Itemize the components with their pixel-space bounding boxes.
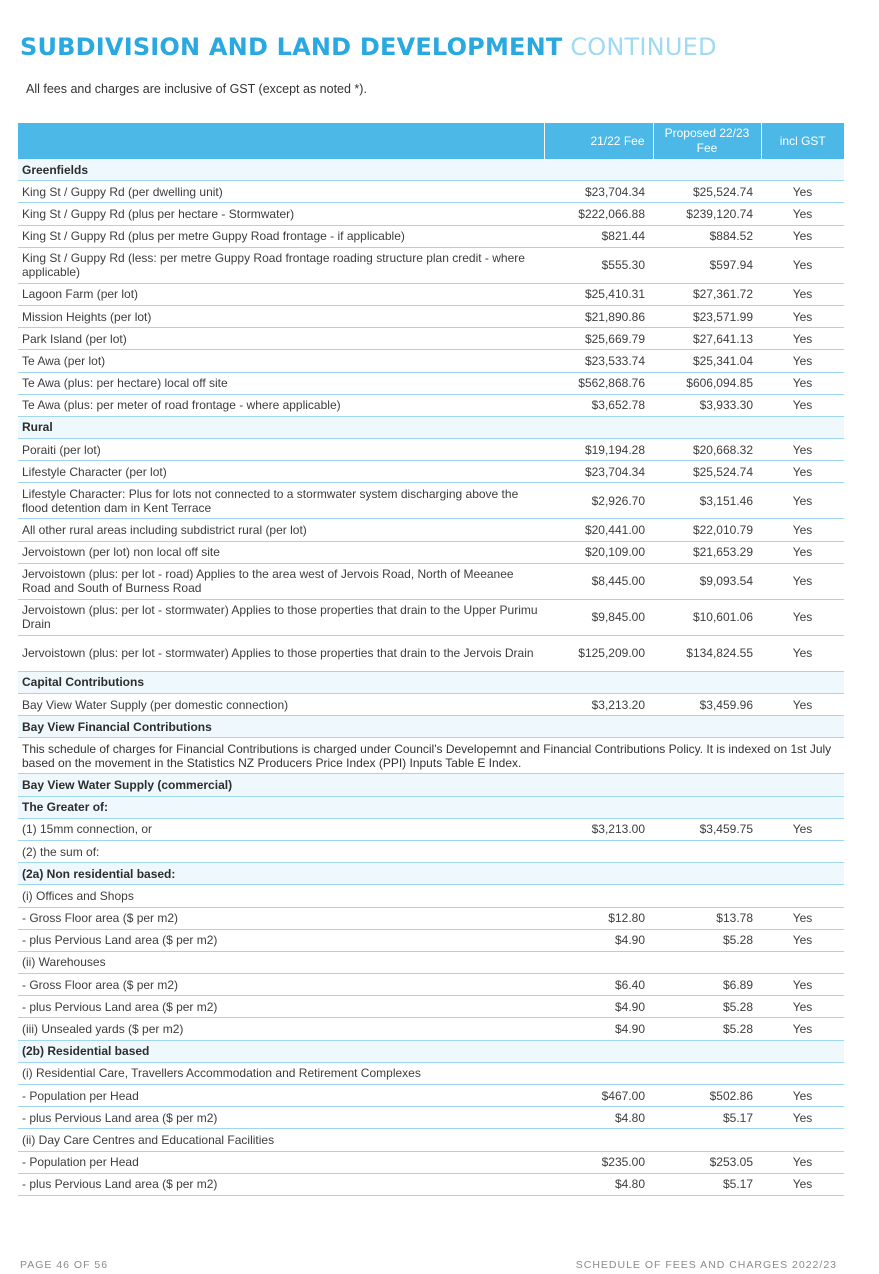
table-row — [18, 885, 844, 907]
incl-gst-cell: Yes — [761, 483, 844, 519]
fee-2122-cell: $2,926.70 — [544, 483, 653, 519]
incl-gst-cell: Yes — [761, 563, 844, 599]
table-row — [18, 818, 844, 840]
row-description: - Gross Floor area ($ per m2) — [18, 974, 544, 996]
table-row — [18, 247, 844, 283]
fee-2122-cell: $3,652.78 — [544, 394, 653, 416]
document-title: SCHEDULE OF FEES AND CHARGES 2022/23 — [575, 1259, 837, 1271]
table-body — [18, 159, 844, 1195]
section-header-row — [18, 863, 844, 885]
page-number: PAGE 46 OF 56 — [20, 1259, 109, 1271]
fee-2223-cell — [653, 885, 761, 907]
fee-2223-cell: $253.05 — [653, 1151, 761, 1173]
fee-2223-cell: $5.28 — [653, 996, 761, 1018]
incl-gst-cell: Yes — [761, 519, 844, 541]
incl-gst-cell: Yes — [761, 203, 844, 225]
table-row — [18, 840, 844, 862]
incl-gst-cell: Yes — [761, 1018, 844, 1040]
fee-2122-cell — [544, 951, 653, 973]
row-description: Lifestyle Character: Plus for lots not connected to a stormwater system discharging above the flood detention dam in Kent Terrace — [18, 483, 544, 519]
row-description: Jervoistown (plus: per lot - stormwater) Applies to those properties that drain to the Upper Purimu Drain — [18, 599, 544, 635]
fee-2223-cell — [653, 840, 761, 862]
table-row — [18, 483, 844, 519]
section-header-row — [18, 774, 844, 796]
fees-table — [18, 123, 844, 1196]
table-row — [18, 1107, 844, 1129]
incl-gst-cell — [761, 951, 844, 973]
table-row — [18, 350, 844, 372]
fee-2223-cell: $21,653.29 — [653, 541, 761, 563]
fee-2122-cell: $4.90 — [544, 1018, 653, 1040]
row-description: (ii) Warehouses — [18, 951, 544, 973]
fee-2223-cell: $9,093.54 — [653, 563, 761, 599]
fee-2223-cell: $5.17 — [653, 1107, 761, 1129]
row-description: All other rural areas including subdistrict rural (per lot) — [18, 519, 544, 541]
fee-2223-cell: $3,933.30 — [653, 394, 761, 416]
fee-2223-cell — [653, 1062, 761, 1084]
table-row — [18, 372, 844, 394]
fee-2223-cell: $5.17 — [653, 1173, 761, 1195]
fee-2122-cell: $21,890.86 — [544, 305, 653, 327]
incl-gst-cell: Yes — [761, 1173, 844, 1195]
fee-2223-cell: $5.28 — [653, 929, 761, 951]
fee-2122-cell: $23,704.34 — [544, 181, 653, 203]
table-row — [18, 907, 844, 929]
fee-2223-cell — [653, 951, 761, 973]
incl-gst-cell: Yes — [761, 372, 844, 394]
section-title: (2b) Residential based — [18, 1040, 844, 1062]
row-description: (i) Residential Care, Travellers Accommodation and Retirement Complexes — [18, 1062, 544, 1084]
fee-2223-cell: $606,094.85 — [653, 372, 761, 394]
incl-gst-cell: Yes — [761, 818, 844, 840]
incl-gst-cell: Yes — [761, 439, 844, 461]
row-description: King St / Guppy Rd (plus per metre Guppy Road frontage - if applicable) — [18, 225, 544, 247]
incl-gst-cell: Yes — [761, 181, 844, 203]
table-row — [18, 1151, 844, 1173]
fee-2122-cell — [544, 885, 653, 907]
section-header-row — [18, 1040, 844, 1062]
table-header-row — [18, 123, 844, 159]
row-description: - plus Pervious Land area ($ per m2) — [18, 996, 544, 1018]
table-row — [18, 635, 844, 671]
incl-gst-cell: Yes — [761, 1107, 844, 1129]
row-description: Lagoon Farm (per lot) — [18, 283, 544, 305]
fee-2122-cell: $235.00 — [544, 1151, 653, 1173]
fee-2223-cell: $25,341.04 — [653, 350, 761, 372]
table-row — [18, 951, 844, 973]
fee-2223-cell: $239,120.74 — [653, 203, 761, 225]
row-description: Jervoistown (plus: per lot - road) Applies to the area west of Jervois Road, North of Meeanee Road and South of Burness Road — [18, 563, 544, 599]
fee-2122-cell: $4.90 — [544, 929, 653, 951]
row-description: - plus Pervious Land area ($ per m2) — [18, 1107, 544, 1129]
row-description: King St / Guppy Rd (less: per metre Guppy Road frontage roading structure plan credit - where applicable) — [18, 247, 544, 283]
row-description: Te Awa (per lot) — [18, 350, 544, 372]
fee-2223-cell: $502.86 — [653, 1085, 761, 1107]
incl-gst-cell — [761, 885, 844, 907]
fee-2223-cell: $27,361.72 — [653, 283, 761, 305]
table-row — [18, 1018, 844, 1040]
incl-gst-cell: Yes — [761, 283, 844, 305]
table-row — [18, 283, 844, 305]
row-description: (ii) Day Care Centres and Educational Facilities — [18, 1129, 544, 1151]
section-title: Capital Contributions — [18, 671, 844, 693]
fee-2122-cell: $25,410.31 — [544, 283, 653, 305]
fee-2122-cell — [544, 1062, 653, 1084]
section-header-row — [18, 716, 844, 738]
row-description: - Population per Head — [18, 1085, 544, 1107]
incl-gst-cell: Yes — [761, 996, 844, 1018]
table-row — [18, 1085, 844, 1107]
row-description: - plus Pervious Land area ($ per m2) — [18, 1173, 544, 1195]
fee-2223-cell: $884.52 — [653, 225, 761, 247]
gst-note: All fees and charges are inclusive of GST (except as noted *). — [26, 82, 367, 96]
row-description: - Gross Floor area ($ per m2) — [18, 907, 544, 929]
fee-2223-cell: $27,641.13 — [653, 328, 761, 350]
note-row — [18, 738, 844, 774]
table-row — [18, 328, 844, 350]
row-description: (2) the sum of: — [18, 840, 544, 862]
row-description: Jervoistown (per lot) non local off site — [18, 541, 544, 563]
row-description: Mission Heights (per lot) — [18, 305, 544, 327]
table-row — [18, 996, 844, 1018]
table-row — [18, 563, 844, 599]
incl-gst-cell: Yes — [761, 225, 844, 247]
incl-gst-cell: Yes — [761, 694, 844, 716]
fee-2223-cell: $25,524.74 — [653, 461, 761, 483]
page-title-main: SUBDIVISION AND LAND DEVELOPMENT — [20, 33, 563, 61]
section-title: Bay View Water Supply (commercial) — [18, 774, 844, 796]
row-description: (iii) Unsealed yards ($ per m2) — [18, 1018, 544, 1040]
fee-2122-cell: $821.44 — [544, 225, 653, 247]
fee-2223-cell: $597.94 — [653, 247, 761, 283]
incl-gst-cell: Yes — [761, 305, 844, 327]
fee-2122-cell: $12.80 — [544, 907, 653, 929]
incl-gst-cell — [761, 1129, 844, 1151]
table-row — [18, 1062, 844, 1084]
page-title-continued: CONTINUED — [570, 33, 717, 61]
fee-2122-cell — [544, 840, 653, 862]
table-row — [18, 394, 844, 416]
row-description: Park Island (per lot) — [18, 328, 544, 350]
section-title: (2a) Non residential based: — [18, 863, 844, 885]
incl-gst-cell: Yes — [761, 350, 844, 372]
row-description: Te Awa (plus: per meter of road frontage - where applicable) — [18, 394, 544, 416]
fee-2122-cell: $4.80 — [544, 1107, 653, 1129]
table-row — [18, 461, 844, 483]
fee-2122-cell: $3,213.00 — [544, 818, 653, 840]
row-description: King St / Guppy Rd (per dwelling unit) — [18, 181, 544, 203]
row-description: - plus Pervious Land area ($ per m2) — [18, 929, 544, 951]
fee-2122-cell: $4.80 — [544, 1173, 653, 1195]
column-header-incl-gst: incl GST — [761, 123, 844, 159]
table-row — [18, 974, 844, 996]
section-title: Greenfields — [18, 159, 844, 181]
table-row — [18, 694, 844, 716]
row-description: Jervoistown (plus: per lot - stormwater) Applies to those properties that drain to the Jervois Drain — [18, 635, 544, 671]
fee-2223-cell: $6.89 — [653, 974, 761, 996]
fee-2223-cell: $3,151.46 — [653, 483, 761, 519]
incl-gst-cell: Yes — [761, 974, 844, 996]
row-description: - Population per Head — [18, 1151, 544, 1173]
row-description: Bay View Water Supply (per domestic connection) — [18, 694, 544, 716]
incl-gst-cell — [761, 1062, 844, 1084]
fee-2122-cell: $19,194.28 — [544, 439, 653, 461]
incl-gst-cell: Yes — [761, 1085, 844, 1107]
section-title: Rural — [18, 416, 844, 438]
incl-gst-cell: Yes — [761, 929, 844, 951]
row-description: King St / Guppy Rd (plus per hectare - Stormwater) — [18, 203, 544, 225]
fee-2223-cell — [653, 1129, 761, 1151]
fee-2122-cell: $3,213.20 — [544, 694, 653, 716]
incl-gst-cell: Yes — [761, 247, 844, 283]
section-header-row — [18, 796, 844, 818]
fee-2122-cell: $6.40 — [544, 974, 653, 996]
fee-2223-cell: $23,571.99 — [653, 305, 761, 327]
column-header-2223-fee: Proposed 22/23 Fee — [653, 123, 761, 159]
incl-gst-cell: Yes — [761, 907, 844, 929]
fee-2122-cell: $555.30 — [544, 247, 653, 283]
fee-2223-cell: $20,668.32 — [653, 439, 761, 461]
column-header-description — [18, 123, 544, 159]
table-row — [18, 541, 844, 563]
fee-2223-cell: $5.28 — [653, 1018, 761, 1040]
row-description: (i) Offices and Shops — [18, 885, 544, 907]
row-description: Lifestyle Character (per lot) — [18, 461, 544, 483]
fee-2122-cell: $25,669.79 — [544, 328, 653, 350]
column-header-2122-fee: 21/22 Fee — [544, 123, 653, 159]
table-row — [18, 1129, 844, 1151]
section-title: Bay View Financial Contributions — [18, 716, 844, 738]
table-row — [18, 929, 844, 951]
fee-2223-cell: $22,010.79 — [653, 519, 761, 541]
fee-2223-cell: $3,459.75 — [653, 818, 761, 840]
table-row — [18, 225, 844, 247]
table-row — [18, 439, 844, 461]
incl-gst-cell: Yes — [761, 599, 844, 635]
section-header-row — [18, 671, 844, 693]
fee-2122-cell: $23,533.74 — [544, 350, 653, 372]
table-row — [18, 305, 844, 327]
fee-2122-cell: $467.00 — [544, 1085, 653, 1107]
fee-2122-cell: $9,845.00 — [544, 599, 653, 635]
incl-gst-cell: Yes — [761, 461, 844, 483]
fee-2122-cell: $23,704.34 — [544, 461, 653, 483]
row-description: Poraiti (per lot) — [18, 439, 544, 461]
fee-2122-cell: $562,868.76 — [544, 372, 653, 394]
fee-2122-cell: $125,209.00 — [544, 635, 653, 671]
table-row — [18, 181, 844, 203]
section-title: The Greater of: — [18, 796, 844, 818]
fee-2122-cell: $4.90 — [544, 996, 653, 1018]
incl-gst-cell: Yes — [761, 328, 844, 350]
incl-gst-cell — [761, 840, 844, 862]
fee-2122-cell: $20,441.00 — [544, 519, 653, 541]
fee-2223-cell: $10,601.06 — [653, 599, 761, 635]
row-description: Te Awa (plus: per hectare) local off site — [18, 372, 544, 394]
table-row — [18, 203, 844, 225]
page-title — [20, 33, 717, 61]
section-header-row — [18, 416, 844, 438]
fee-2223-cell: $13.78 — [653, 907, 761, 929]
note-text: This schedule of charges for Financial Contributions is charged under Council's Developemnt and Financial Contributions Policy. It is indexed on 1st July based on the movement in the Statistics NZ Producers Price Index (PPI) Inputs Table E Index. — [18, 738, 844, 774]
fee-2223-cell: $3,459.96 — [653, 694, 761, 716]
incl-gst-cell: Yes — [761, 1151, 844, 1173]
table-row — [18, 519, 844, 541]
fee-2122-cell: $20,109.00 — [544, 541, 653, 563]
row-description: (1) 15mm connection, or — [18, 818, 544, 840]
fee-2122-cell: $8,445.00 — [544, 563, 653, 599]
fee-2223-cell: $25,524.74 — [653, 181, 761, 203]
table-row — [18, 599, 844, 635]
fee-2122-cell: $222,066.88 — [544, 203, 653, 225]
incl-gst-cell: Yes — [761, 635, 844, 671]
incl-gst-cell: Yes — [761, 541, 844, 563]
incl-gst-cell: Yes — [761, 394, 844, 416]
section-header-row — [18, 159, 844, 181]
fee-2122-cell — [544, 1129, 653, 1151]
fee-2223-cell: $134,824.55 — [653, 635, 761, 671]
table-row — [18, 1173, 844, 1195]
